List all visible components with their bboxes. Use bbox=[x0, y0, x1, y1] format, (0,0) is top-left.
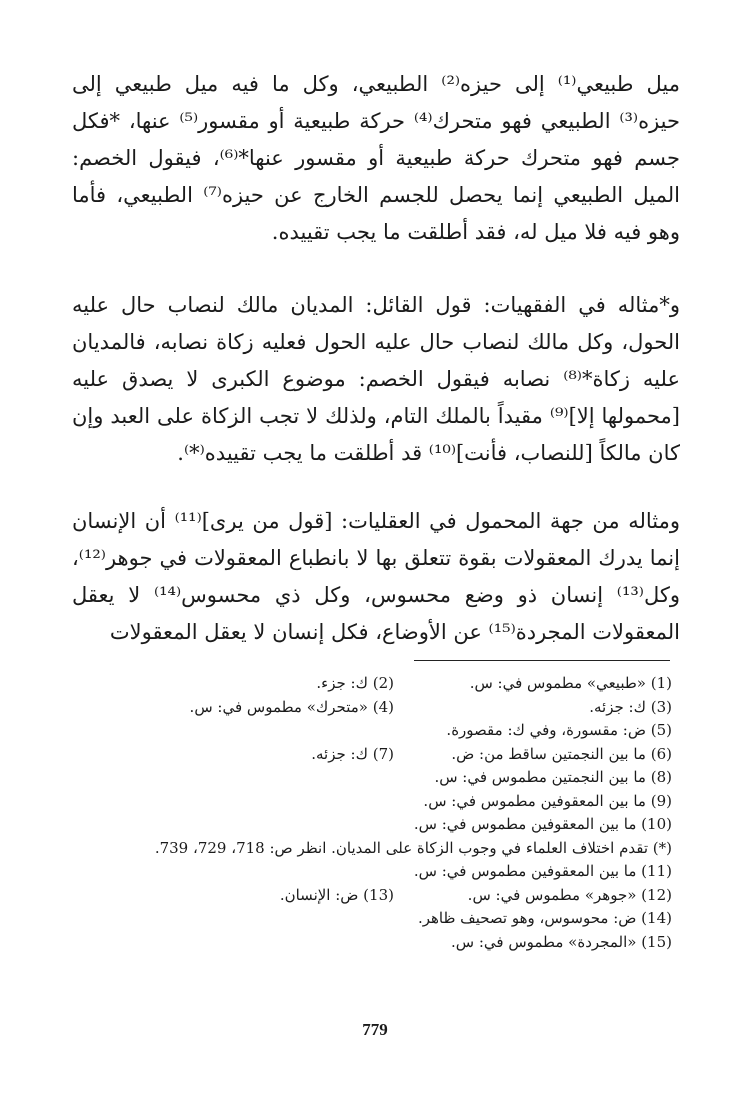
footnote-row bbox=[70, 766, 672, 790]
footnote: (1) «طبيعي» مطموس في: س. bbox=[469, 674, 672, 692]
footnote: (4) «متحرك» مطموس في: س. bbox=[189, 697, 394, 716]
footnote-row bbox=[70, 743, 672, 767]
footnote: (9) ما بين المعقوفين مطموس في: س. bbox=[423, 791, 672, 810]
page-number: 779 bbox=[362, 1020, 388, 1039]
paragraph-text: ومثاله من جهة المحمول في العقليات: [قول من يرى]⁽¹¹⁾ أن الإنسان إنما يدرك المعقولات بقوة تتعلق بها لا بانطباع المعقولات في جوهر⁽¹²⁾، وكل⁽¹³⁾ إنسان ذو وضع محسوس، وكل ذي محسوس⁽¹⁴⁾ لا يعقل المعقولات المجردة⁽¹⁵⁾ عن الأوضاع، فكل إنسان لا يعقل المعقولات bbox=[72, 509, 680, 644]
footnote-divider bbox=[414, 660, 670, 661]
footnote-row bbox=[70, 860, 672, 884]
footnote-row bbox=[70, 672, 672, 696]
footnote: (2) ك: جزء. bbox=[316, 674, 394, 692]
paragraph-text: ميل طبيعي⁽¹⁾ إلى حيزه⁽²⁾ الطبيعي، وكل ما فيه ميل طبيعي إلى حيزه⁽³⁾ الطبيعي فهو متحرك⁽⁴⁾ حركة طبيعية أو مقسور⁽⁵⁾ عنها، *فكل جسم فهو متحرك حركة طبيعية أو مقسور عنها*⁽⁶⁾، فيقول الخصم: الميل الطبيعي إنما يحصل للجسم الخارج عن حيزه⁽⁷⁾ الطبيعي، فأما وهو فيه فلا ميل له، فقد أطلقت ما يجب تقييده. bbox=[72, 72, 680, 244]
footnote: (12) «جوهر» مطموس في: س. bbox=[467, 885, 672, 904]
footnote-row bbox=[70, 931, 672, 955]
footnote: (14) ض: محوسوس، وهو تصحيف ظاهر. bbox=[417, 909, 672, 927]
footnote: (15) «المجردة» مطموس في: س. bbox=[450, 932, 672, 951]
paragraph-rational-example bbox=[72, 503, 680, 651]
paragraph-jurisprudence-example bbox=[72, 287, 680, 472]
footnote: (*) تقدم اختلاف العلماء في وجوب الزكاة على المديان. انظر ص: 718، 729، 739. bbox=[154, 838, 672, 857]
footnote-row bbox=[70, 719, 672, 743]
footnotes bbox=[70, 672, 672, 954]
footnote: (5) ض: مقسورة، وفي ك: مقصورة. bbox=[446, 721, 672, 739]
footnote: (6) ما بين النجمتين ساقط من: ض. bbox=[451, 744, 672, 763]
footnote-row bbox=[70, 837, 672, 861]
footnote-row bbox=[70, 907, 672, 931]
footnote: (13) ض: الإنسان. bbox=[279, 885, 394, 904]
footnote-row bbox=[70, 813, 672, 837]
footnote: (8) ما بين النجمتين مطموس في: س. bbox=[434, 768, 672, 786]
footnote-row bbox=[70, 696, 672, 720]
footnote: (3) ك: جزئه. bbox=[589, 697, 672, 716]
footnote: (10) ما بين المعقوفين مطموس في: س. bbox=[413, 815, 672, 833]
paragraph-text: و*مثاله في الفقهيات: قول القائل: المديان مالك لنصاب حال عليه الحول، وكل مالك لنصاب حال عليه الحول فعليه زكاة نصابه، فالمديان عليه زكاة*⁽⁸⁾ نصابه فيقول الخصم: موضوع الكبرى لا يصدق عليه [محمولها إلا]⁽⁹⁾ مقيداً بالملك التام، ولذلك لا تجب الزكاة على العبد وإن كان مالكاً [للنصاب، فأنت]⁽¹⁰⁾ قد أطلقت ما يجب تقييده⁽*⁾. bbox=[72, 293, 681, 465]
footnote: (11) ما بين المعقوفين مطموس في: س. bbox=[413, 862, 672, 880]
footnote-row bbox=[70, 884, 672, 908]
paragraph-natural-inclination bbox=[72, 66, 680, 251]
footnote: (7) ك: جزئه. bbox=[311, 744, 394, 763]
footnote-row bbox=[70, 790, 672, 814]
